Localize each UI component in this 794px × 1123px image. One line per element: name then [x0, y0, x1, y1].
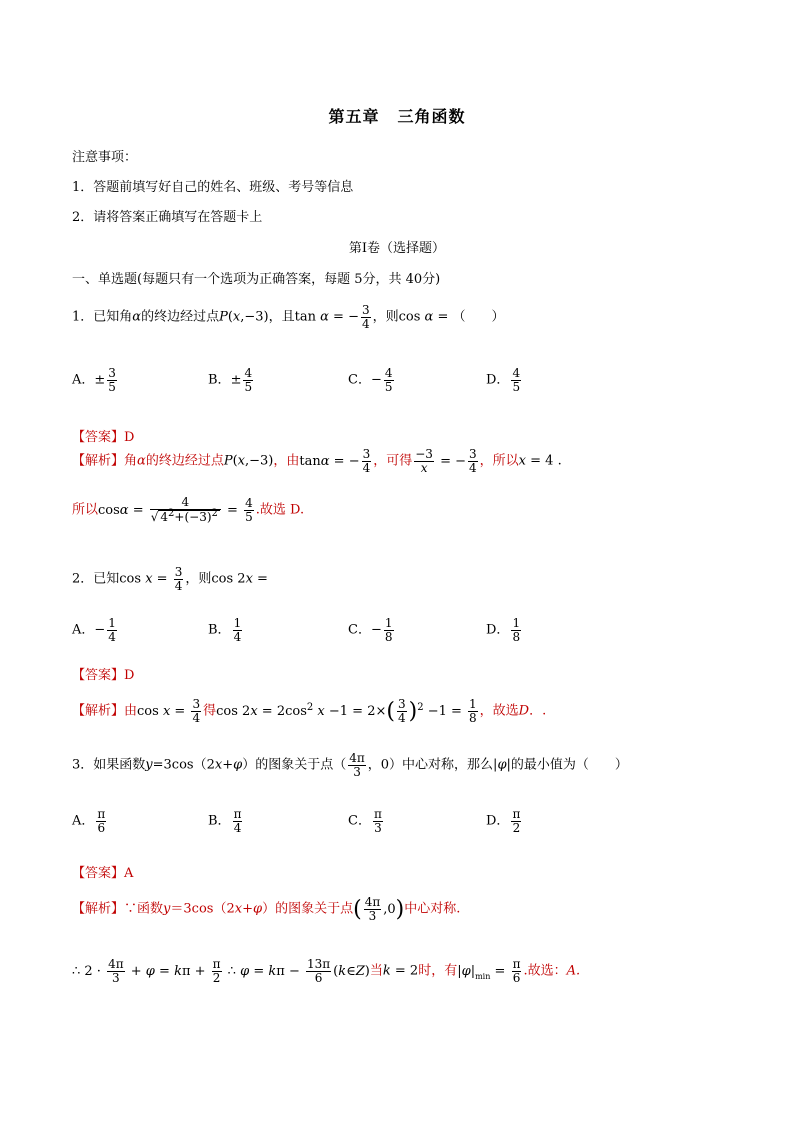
q3-answer: 【答案】A — [72, 866, 134, 881]
q3-option-c[interactable]: C． $\frac{\pi}{3}$ — [348, 807, 382, 835]
chapter-number: 第五章 — [328, 107, 380, 126]
q2-option-d[interactable]: D． $\frac{1}{8}$ — [486, 616, 521, 644]
q1-option-c[interactable]: C．− $\frac{4}{5}$ — [348, 366, 393, 394]
q1-analysis-line1: 【解析】角α的终边经过点P(x,−3)，由tanα = − $\frac{3}{4}$ ，可得 $\frac{-3}{x}$ = − $\frac{3}{4}$ ，所以x = 4 . — [72, 447, 562, 475]
q2-option-b[interactable]: B． $\frac{1}{4}$ — [208, 616, 242, 644]
q3-option-d[interactable]: D． $\frac{\pi}{2}$ — [486, 807, 521, 835]
q1-option-b[interactable]: B．± $\frac{4}{5}$ — [208, 366, 253, 394]
q1-analysis-line2: 所以cosα = $\frac{4}{√ 4^2+(-3)^2}$ = $\frac{4}{5}$ .故选 D. — [72, 495, 305, 524]
q3-option-a[interactable]: A． $\frac{\pi}{6}$ — [72, 807, 106, 835]
q3-analysis-line2: ∴ 2 · $\frac{4\pi}{3}$ + φ = kπ + $\frac{\pi}{2}$ ∴ φ = kπ − $\frac{13\pi}{6}$ (k∈Z)当k = 2时，有$|\varphi|_{min}$ = $\frac{\pi}{6}$ .故选：A. — [72, 957, 581, 985]
q1-stem: 1．已知角α的终边经过点P(x,−3)，且tan α = − $\frac{3}{4}$ ，则cos α = （ ） — [72, 303, 505, 331]
notice-heading: 注意事项： — [72, 150, 138, 165]
q2-option-c[interactable]: C．− $\frac{1}{8}$ — [348, 616, 393, 644]
q1-option-a[interactable]: A．± $\frac{3}{5}$ — [72, 366, 116, 394]
chapter-name: 三角函数 — [397, 107, 466, 126]
q1-answer: 【答案】D — [72, 430, 135, 445]
q3-analysis-line1: 【解析】∵函数y＝3cos（2x+φ）的图象关于点( $\frac{4\pi}{3}$ ,0)中心对称. — [72, 895, 461, 923]
q3-stem: 3．如果函数y=3cos（2x+φ）的图象关于点（ $\frac{4\pi}{3}$ ，0）中心对称，那么|φ|的最小值为（ ） — [72, 751, 628, 779]
section-title: 第I卷（选择题） — [348, 241, 446, 256]
q3-option-b[interactable]: B． $\frac{\pi}{4}$ — [208, 807, 242, 835]
notice-item-2: 2．请将答案正确填写在答题卡上 — [72, 210, 263, 225]
q2-option-a[interactable]: A．− $\frac{1}{4}$ — [72, 616, 116, 644]
q2-stem: 2．已知cos x = $\frac{3}{4}$ ，则cos 2x = — [72, 565, 268, 593]
q2-answer: 【答案】D — [72, 668, 135, 683]
q2-analysis: 【解析】由cos x = $\frac{3}{4}$ 得$\cos 2x = 2\cos^2$ x −1 = 2×( $\frac{3}{4}$ )$^2$ −1 = $\frac{1}{8}$ ，故选D．. — [72, 697, 547, 725]
notice-item-1: 1．答题前填写好自己的姓名、班级、考号等信息 — [72, 180, 354, 195]
part1-heading: 一、单选题(每题只有一个选项为正确答案，每题 5分，共 40分) — [72, 272, 441, 287]
q1-option-d[interactable]: D． $\frac{4}{5}$ — [486, 366, 521, 394]
chapter-title — [0, 104, 794, 127]
